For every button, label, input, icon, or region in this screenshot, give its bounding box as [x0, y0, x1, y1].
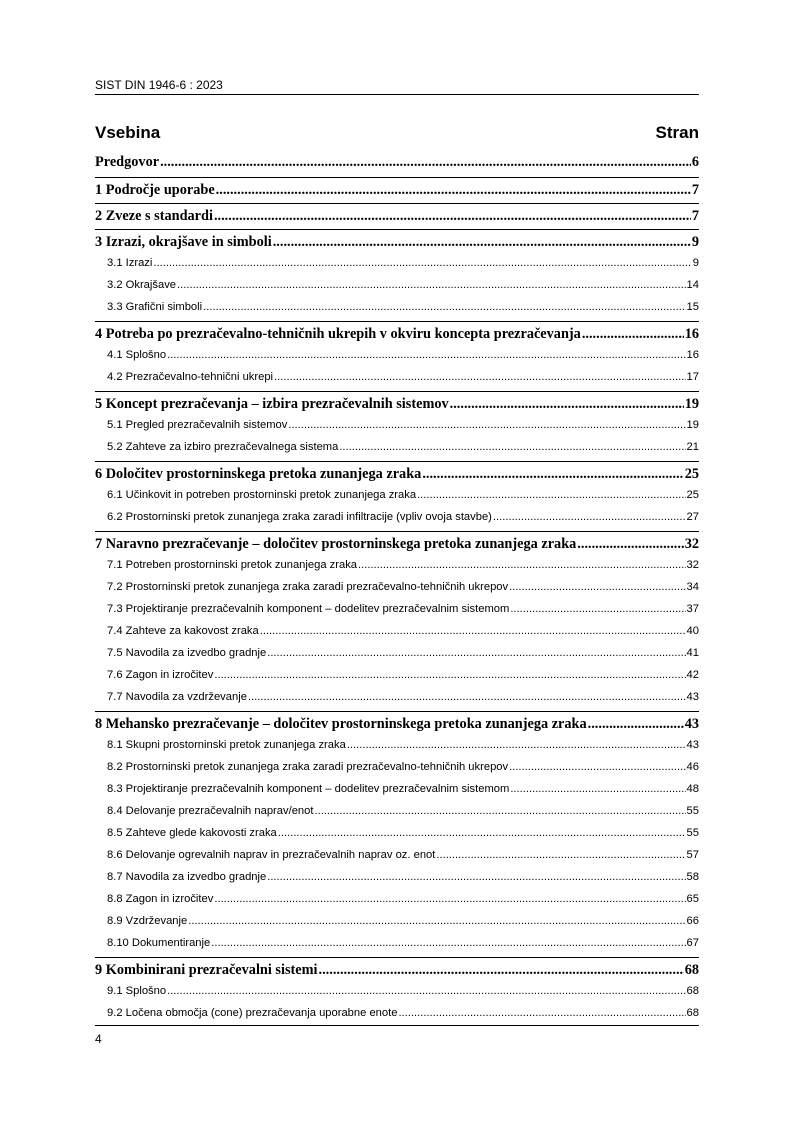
- dot-leader: [267, 642, 685, 664]
- toc-entry-page: 34: [686, 581, 699, 593]
- dot-leader: [450, 394, 684, 414]
- dot-leader: [588, 714, 684, 734]
- dot-leader: [203, 296, 685, 318]
- toc-subsection-entry[interactable]: [95, 296, 699, 318]
- toc-section-entry[interactable]: [95, 152, 699, 174]
- toc-entry-title: 4.1 Splošno: [107, 349, 167, 361]
- toc-section-entry[interactable]: [95, 534, 699, 554]
- dot-leader: [274, 366, 686, 388]
- toc-entry-page: 14: [686, 279, 699, 291]
- dot-leader: [248, 686, 686, 708]
- toc-entry-title: 3.2 Okrajšave: [107, 279, 177, 291]
- toc-entry-page: 68: [686, 1007, 699, 1019]
- toc-entry-page: 43: [686, 739, 699, 751]
- section-divider: [95, 461, 699, 462]
- toc-entry-page: 41: [686, 647, 699, 659]
- toc-subsection-entry[interactable]: [95, 800, 699, 822]
- toc-entry-title: 8.5 Zahteve glede kakovosti zraka: [107, 827, 277, 839]
- toc-subsection-entry[interactable]: [95, 866, 699, 888]
- toc-section-entry[interactable]: [95, 206, 699, 226]
- toc-subsection-entry[interactable]: [95, 484, 699, 506]
- toc-subsection-entry[interactable]: [95, 910, 699, 932]
- toc-entry-title: 8.2 Prostorninski pretok zunanjega zraka zaradi prezračevalno-tehničnih ukrepov: [107, 761, 509, 773]
- table-of-contents: [95, 152, 699, 1024]
- toc-subsection-entry[interactable]: [95, 506, 699, 528]
- toc-entry-page: 25: [684, 466, 699, 482]
- toc-section-entry[interactable]: [95, 180, 699, 200]
- toc-entry-page: 9: [692, 257, 699, 269]
- dot-leader: [417, 484, 685, 506]
- toc-entry-page: 15: [686, 301, 699, 313]
- page-number: 4: [95, 1032, 102, 1046]
- toc-heading-row: [95, 123, 699, 143]
- dot-leader: [422, 464, 683, 484]
- dot-leader: [260, 620, 686, 642]
- toc-entry-page: 21: [686, 441, 699, 453]
- toc-subsection-entry[interactable]: [95, 1002, 699, 1024]
- toc-entry-title: 7.1 Potreben prostorninski pretok zunanjega zraka: [107, 559, 358, 571]
- toc-entry-page: 67: [686, 937, 699, 949]
- page-column-heading: Stran: [655, 123, 699, 142]
- toc-entry-title: 9 Kombinirani prezračevalni sistemi: [95, 962, 318, 978]
- section-divider: [95, 531, 699, 532]
- toc-subsection-entry[interactable]: [95, 778, 699, 800]
- toc-entry-page: 58: [686, 871, 699, 883]
- toc-section-entry[interactable]: [95, 232, 699, 252]
- toc-entry-page: 43: [684, 716, 699, 732]
- dot-leader: [582, 324, 684, 344]
- toc-entry-page: 27: [686, 511, 699, 523]
- toc-entry-title: 8.3 Projektiranje prezračevalnih komponent – dodelitev prezračevalnim sistemom: [107, 783, 510, 795]
- dot-leader: [347, 734, 686, 756]
- toc-entry-page: 6: [691, 154, 699, 170]
- toc-subsection-entry[interactable]: [95, 822, 699, 844]
- toc-entry-page: 55: [686, 827, 699, 839]
- toc-entry-title: 8 Mehansko prezračevanje – določitev prostorninskega pretoka zunanjega zraka: [95, 716, 587, 732]
- toc-entry-title: 2 Zveze s standardi: [95, 208, 213, 224]
- dot-leader: [167, 344, 685, 366]
- toc-section-entry[interactable]: [95, 394, 699, 414]
- toc-entry-title: 1 Področje uporabe: [95, 182, 215, 198]
- toc-entry-page: 9: [691, 234, 699, 250]
- dot-leader: [167, 980, 685, 1002]
- toc-entry-page: 25: [686, 489, 699, 501]
- dot-leader: [267, 866, 685, 888]
- toc-entry-title: 7 Naravno prezračevanje – določitev prostorninskega pretoka zunanjega zraka: [95, 536, 577, 552]
- dot-leader: [278, 822, 686, 844]
- toc-entry-title: 9.2 Ločena območja (cone) prezračevanja uporabne enote: [107, 1007, 398, 1019]
- toc-entry-page: 16: [684, 326, 699, 342]
- dot-leader: [288, 414, 685, 436]
- toc-subsection-entry[interactable]: [95, 344, 699, 366]
- toc-subsection-entry[interactable]: [95, 366, 699, 388]
- toc-section-entry[interactable]: [95, 960, 699, 980]
- toc-subsection-entry[interactable]: [95, 274, 699, 296]
- dot-leader: [214, 206, 691, 226]
- dot-leader: [211, 932, 685, 954]
- toc-entry-title: 6 Določitev prostorninskega pretoka zunanjega zraka: [95, 466, 422, 482]
- section-divider: [95, 957, 699, 958]
- section-divider: [95, 391, 699, 392]
- toc-entry-title: 5 Koncept prezračevanja – izbira prezračevalnih sistemov: [95, 396, 449, 412]
- toc-entry-title: 8.1 Skupni prostorninski pretok zunanjega zraka: [107, 739, 346, 751]
- toc-entry-page: 66: [686, 915, 699, 927]
- document-header: SIST DIN 1946-6 : 2023: [95, 78, 223, 92]
- toc-entry-title: 7.2 Prostorninski pretok zunanjega zraka zaradi prezračevalno-tehničnih ukrepov: [107, 581, 509, 593]
- toc-entry-page: 48: [686, 783, 699, 795]
- toc-entry-title: 6.1 Učinkovit in potreben prostorninski pretok zunanjega zraka: [107, 489, 417, 501]
- dot-leader: [216, 180, 691, 200]
- dot-leader: [273, 232, 691, 252]
- dot-leader: [493, 506, 686, 528]
- dot-leader: [509, 576, 685, 598]
- section-divider: [95, 177, 699, 178]
- toc-entry-title: 3.3 Grafični simboli: [107, 301, 203, 313]
- section-divider: [95, 321, 699, 322]
- toc-subsection-entry[interactable]: [95, 888, 699, 910]
- toc-entry-title: 8.8 Zagon in izročitev: [107, 893, 214, 905]
- toc-entry-title: 7.4 Zahteve za kakovost zraka: [107, 625, 259, 637]
- toc-entry-page: 32: [686, 559, 699, 571]
- dot-leader: [153, 252, 691, 274]
- toc-entry-page: 7: [691, 182, 699, 198]
- toc-entry-title: 7.7 Navodila za vzdrževanje: [107, 691, 247, 703]
- toc-subsection-entry[interactable]: [95, 414, 699, 436]
- toc-entry-title: 8.9 Vzdrževanje: [107, 915, 188, 927]
- toc-subsection-entry[interactable]: [95, 554, 699, 576]
- toc-entry-title: 7.6 Zagon in izročitev: [107, 669, 214, 681]
- toc-entry-title: 5.1 Pregled prezračevalnih sistemov: [107, 419, 288, 431]
- dot-leader: [214, 888, 685, 910]
- toc-section-entry[interactable]: [95, 324, 699, 344]
- toc-entry-page: 42: [686, 669, 699, 681]
- toc-entry-title: 8.6 Delovanje ogrevalnih naprav in prezračevalnih naprav oz. enot: [107, 849, 436, 861]
- toc-entry-page: 43: [686, 691, 699, 703]
- dot-leader: [177, 274, 686, 296]
- dot-leader: [398, 1002, 685, 1024]
- toc-entry-page: 65: [686, 893, 699, 905]
- toc-subsection-entry[interactable]: [95, 686, 699, 708]
- header-divider: [95, 94, 699, 95]
- section-divider: [95, 203, 699, 204]
- toc-subsection-entry[interactable]: [95, 980, 699, 1002]
- toc-subsection-entry[interactable]: [95, 756, 699, 778]
- toc-entry-page: 57: [686, 849, 699, 861]
- toc-subsection-entry[interactable]: [95, 252, 699, 274]
- toc-entry-page: 37: [686, 603, 699, 615]
- dot-leader: [358, 554, 686, 576]
- dot-leader: [214, 664, 685, 686]
- toc-entry-title: 3.1 Izrazi: [107, 257, 153, 269]
- dot-leader: [314, 800, 685, 822]
- dot-leader: [436, 844, 685, 866]
- toc-entry-title: 7.3 Projektiranje prezračevalnih komponent – dodelitev prezračevalnim sistemom: [107, 603, 510, 615]
- dot-leader: [577, 534, 683, 554]
- dot-leader: [339, 436, 685, 458]
- toc-subsection-entry[interactable]: [95, 734, 699, 756]
- toc-entry-title: 8.4 Delovanje prezračevalnih naprav/enot: [107, 805, 314, 817]
- toc-entry-page: 16: [686, 349, 699, 361]
- toc-entry-title: 6.2 Prostorninski pretok zunanjega zraka zaradi infiltracije (vpliv ovoja stavbe): [107, 511, 492, 523]
- dot-leader: [510, 598, 685, 620]
- toc-entry-page: 32: [684, 536, 699, 552]
- toc-section-entry[interactable]: [95, 464, 699, 484]
- toc-entry-title: 3 Izrazi, okrajšave in simboli: [95, 234, 272, 250]
- toc-entry-page: 68: [684, 962, 699, 978]
- dot-leader: [509, 756, 685, 778]
- toc-entry-page: 19: [686, 419, 699, 431]
- toc-entry-page: 17: [686, 371, 699, 383]
- toc-entry-title: 4.2 Prezračevalno-tehnični ukrepi: [107, 371, 274, 383]
- dot-leader: [188, 910, 685, 932]
- section-divider: [95, 229, 699, 230]
- toc-entry-title: 7.5 Navodila za izvedbo gradnje: [107, 647, 267, 659]
- toc-entry-title: 8.7 Navodila za izvedbo gradnje: [107, 871, 267, 883]
- toc-subsection-entry[interactable]: [95, 576, 699, 598]
- toc-entry-title: 8.10 Dokumentiranje: [107, 937, 211, 949]
- dot-leader: [510, 778, 685, 800]
- toc-subsection-entry[interactable]: [95, 932, 699, 954]
- toc-entry-page: 68: [686, 985, 699, 997]
- toc-subsection-entry[interactable]: [95, 844, 699, 866]
- toc-subsection-entry[interactable]: [95, 620, 699, 642]
- toc-entry-title: Predgovor: [95, 154, 160, 170]
- toc-subsection-entry[interactable]: [95, 598, 699, 620]
- toc-section-entry[interactable]: [95, 714, 699, 734]
- toc-subsection-entry[interactable]: [95, 642, 699, 664]
- toc-entry-page: 7: [691, 208, 699, 224]
- toc-heading: Vsebina: [95, 123, 161, 142]
- toc-entry-page: 40: [686, 625, 699, 637]
- toc-entry-title: 9.1 Splošno: [107, 985, 167, 997]
- dot-leader: [319, 960, 684, 980]
- dot-leader: [160, 152, 691, 172]
- toc-subsection-entry[interactable]: [95, 436, 699, 458]
- toc-subsection-entry[interactable]: [95, 664, 699, 686]
- footer-divider: [95, 1025, 699, 1026]
- toc-entry-page: 46: [686, 761, 699, 773]
- section-divider: [95, 711, 699, 712]
- toc-entry-page: 55: [686, 805, 699, 817]
- toc-entry-title: 4 Potreba po prezračevalno-tehničnih ukrepih v okviru koncepta prezračevanja: [95, 326, 581, 342]
- toc-entry-page: 19: [684, 396, 699, 412]
- toc-entry-title: 5.2 Zahteve za izbiro prezračevalnega sistema: [107, 441, 339, 453]
